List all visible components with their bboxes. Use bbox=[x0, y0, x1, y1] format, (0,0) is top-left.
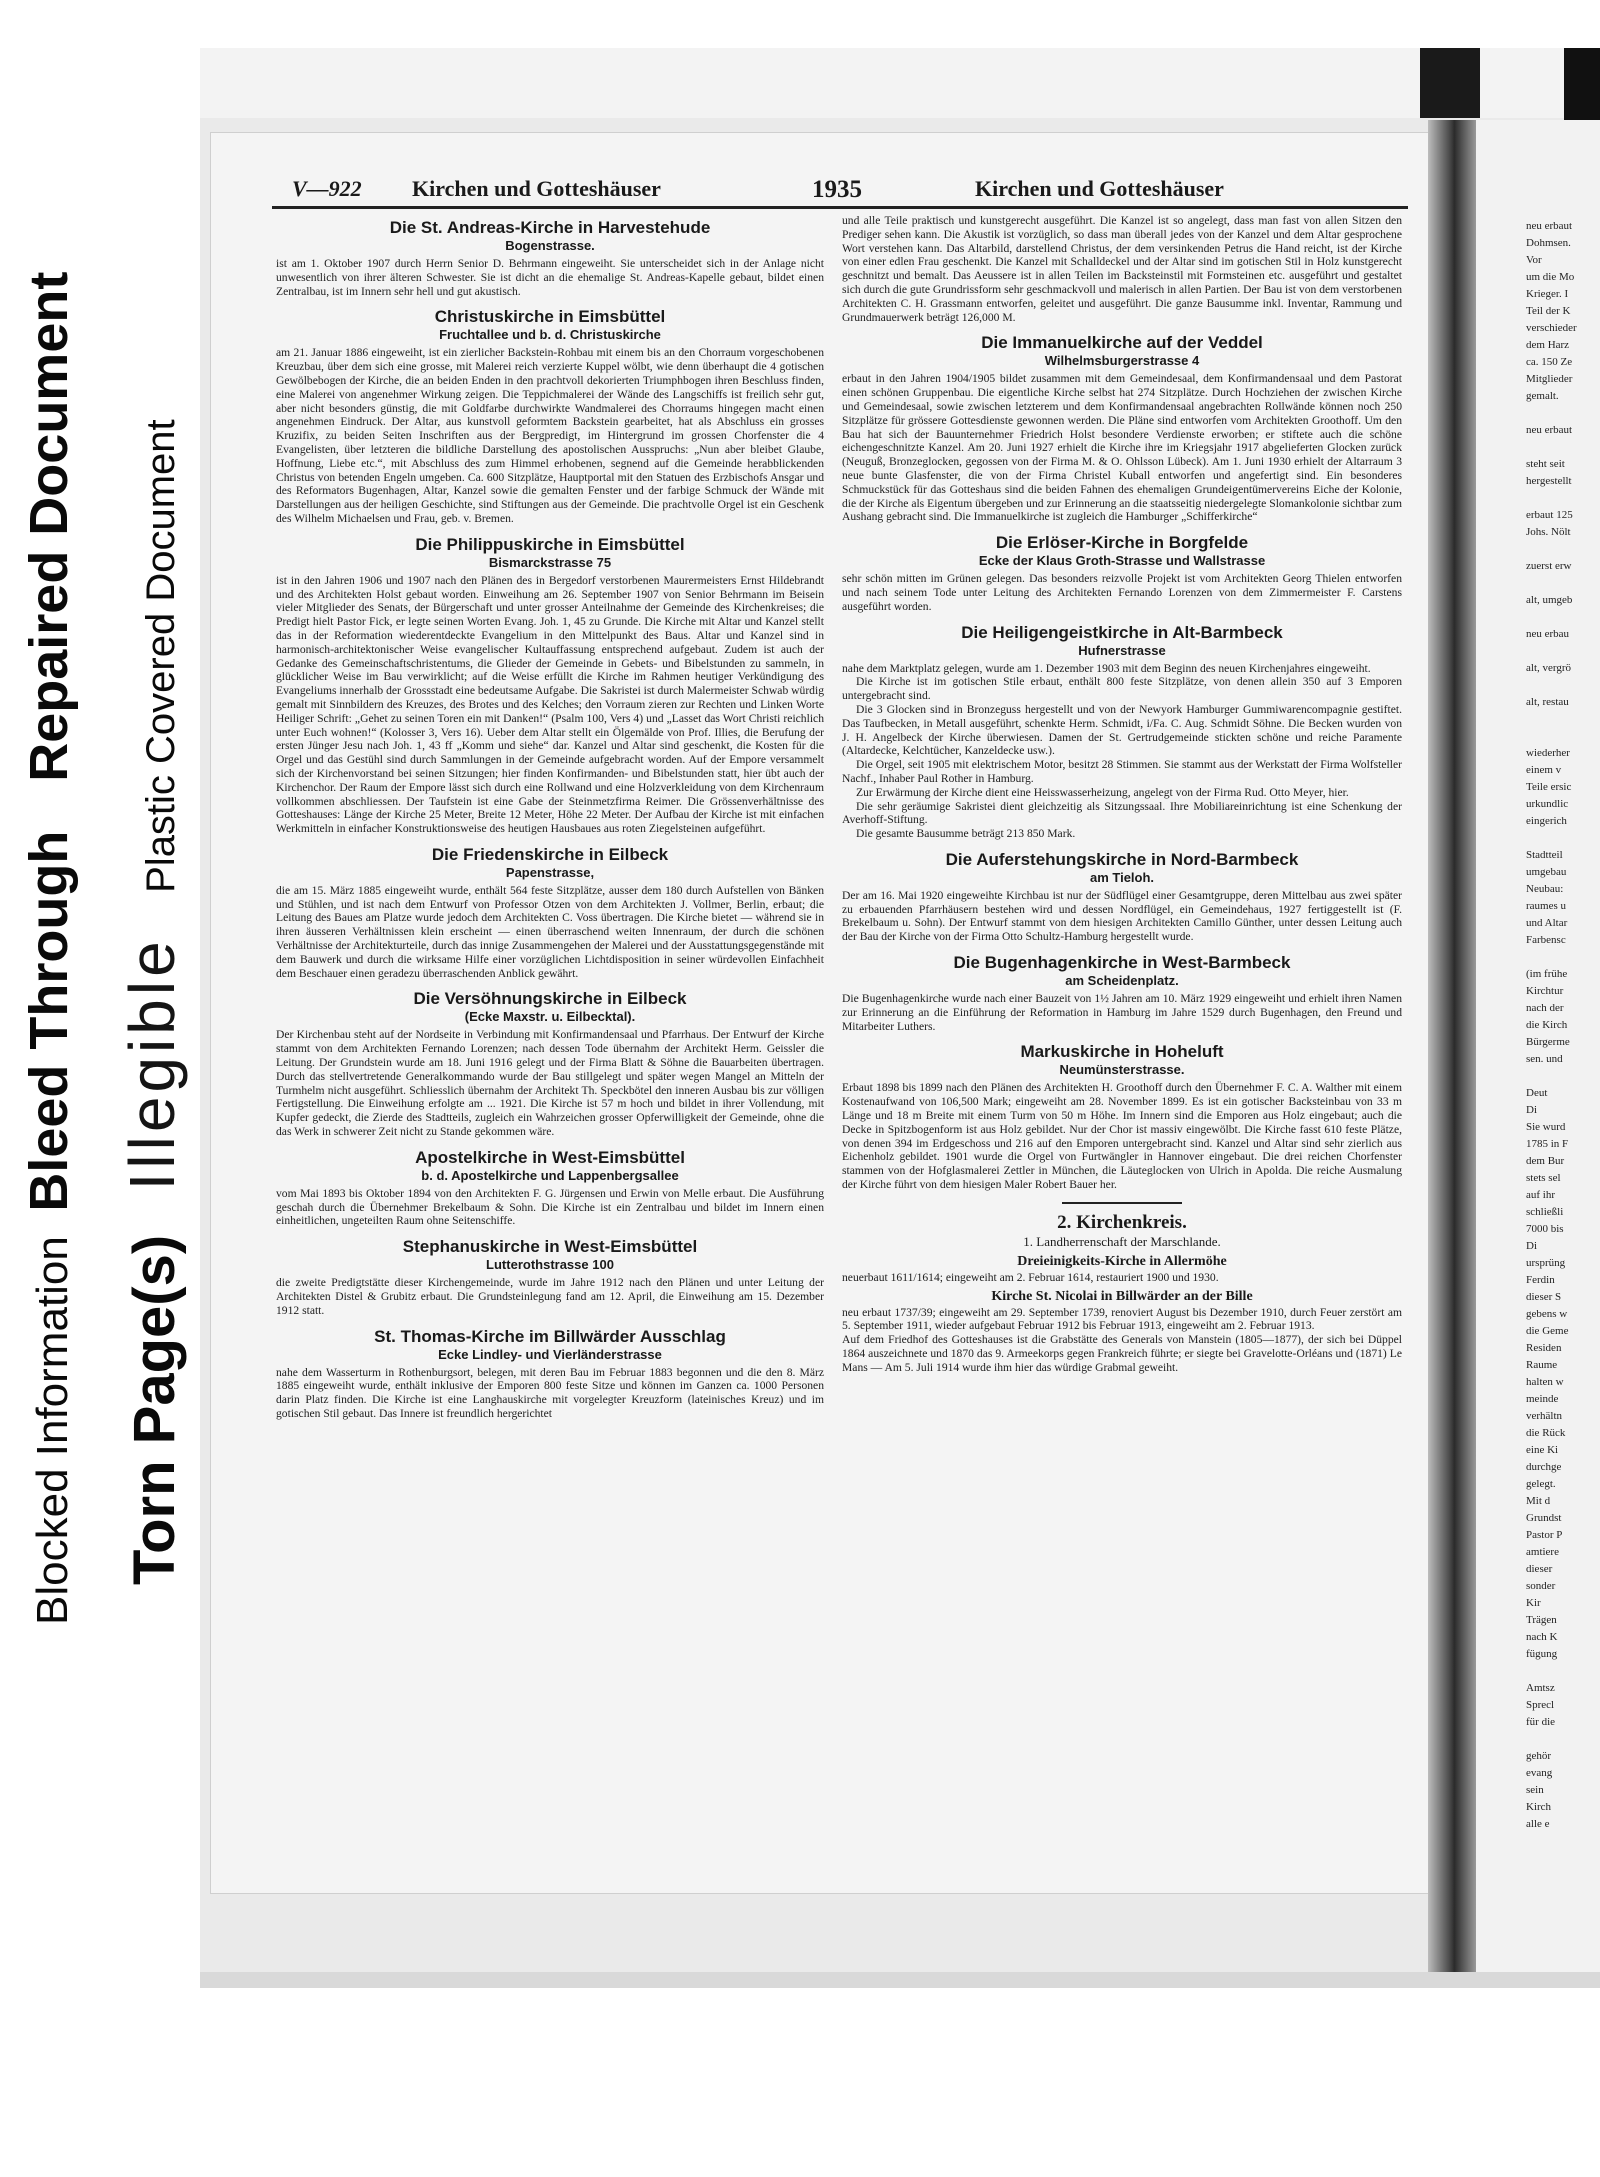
entry-text: neu erbaut 1737/39; eingeweiht am 29. September 1739, renoviert August bis Dezember 1910, durch Feuer zerstört am 5. September 1911, wieder aufgebaut Februar 1912 bis Februar 1913, eingeweiht am 2. Februar 1913. bbox=[842, 1305, 1402, 1333]
article-subtitle: Ecke der Klaus Groth-Strasse und Wallstrasse bbox=[978, 553, 1266, 569]
stamp-line-1 bbox=[18, 272, 80, 1625]
margin-fragment: für die bbox=[1526, 1716, 1556, 1728]
margin-fragment: meinde bbox=[1526, 1393, 1559, 1405]
margin-fragment: schließli bbox=[1526, 1206, 1564, 1218]
article-paragraph: nahe dem Wasserturm in Rothenburgsort, belegen, mit deren Bau im Februar 1883 begonnen und die den 8. März 1885 eingeweiht wurde, enthält inklusive der Emporen 800 feste Sitze und können im Ganzen ca. 1000 Personen darin Platz finden. Die Kirche ist eine Langhauskirche mit vorgelegter Kreuzform (lateinisches Kreuz) und im gotischen Stil gebaut. Das Innere ist freundlich hergerichtet bbox=[276, 1365, 824, 1421]
margin-fragment bbox=[1526, 611, 1600, 624]
margin-fragment: verhältn bbox=[1526, 1410, 1563, 1422]
article-body bbox=[842, 372, 1402, 524]
article bbox=[842, 214, 1402, 324]
header-rule bbox=[272, 206, 1408, 209]
margin-fragment bbox=[1526, 492, 1600, 505]
margin-fragment bbox=[1526, 1070, 1600, 1083]
article-title: Die Philippuskirche in Eimsbüttel bbox=[415, 534, 685, 554]
stamp-illegible: Illegible bbox=[116, 937, 188, 1191]
margin-fragment bbox=[1526, 730, 1600, 743]
margin-fragment: Pastor P bbox=[1526, 1529, 1563, 1541]
margin-fragment: Farbensc bbox=[1526, 934, 1566, 946]
article-paragraph: erbaut in den Jahren 1904/1905 bildet zusammen mit dem Gemeindesaal, dem Konfirmandensaal und dem Pastorat einen schönen Gruppenbau. Die eigentliche Kirche selbst hat 274 Sitzplätze. Durch Hochziehen der zwischen Kirche und Gemeindesaal, sowie zwischen letzterem und dem Konfirmandensaal angebrachten Rollwände können noch 250 Sitzplätze für grössere Gottesdienste gewonnen werden. Die Pläne sind entworfen vom Architekten Groothoff. Um den Bau hat sich der Bauunternehmer Friedrich Holst besondere Verdienste erworben; er stiftete auch die schöne eichengeschnitzte Kanzel. Am 20. Juni 1927 erhielt die Kirche ihre im Kriegsjahr 1917 abgelieferten Glocken zurück (Neuguß, Bronzeglocken, gegossen von der Firma M. & O. Ohlsson Lübeck). Am 1. Juni 1930 erhielt der Altarraum 3 neue bunte Glasfenster, die von der Firma Christel Kuball entworfen und angefertigt sind. Ein besonderes Schmuckstück für das Gotteshaus sind die beiden Fahnen des ehemaligen Grundeigentümervereins Eiche der Kolonie, die der Kirche als Eigentum übergeben und zur Erinnerung an die staatsseitig niedergelegte Slomankolonie sichtbar zum Aushang gebracht sind. Die Immanuelkirche ist zugleich die Hamburger „Schifferkirche“ bbox=[842, 372, 1402, 524]
article-paragraph: Zur Erwärmung der Kirche dient eine Heisswasserheizung, angelegt von der Firma Rud. Otto Meyer, hier. bbox=[856, 785, 1349, 799]
margin-fragment bbox=[1526, 441, 1600, 454]
margin-fragment: Trägen bbox=[1526, 1614, 1557, 1626]
running-title-left: Kirchen und Gotteshäuser bbox=[412, 176, 661, 201]
margin-fragment bbox=[1526, 407, 1600, 420]
margin-fragment: Teile ersic bbox=[1526, 781, 1572, 793]
running-title-right: Kirchen und Gotteshäuser bbox=[975, 176, 1224, 201]
article bbox=[276, 1327, 824, 1421]
margin-fragment bbox=[1526, 713, 1600, 726]
article-body bbox=[842, 572, 1402, 613]
article bbox=[276, 1237, 824, 1317]
margin-fragment: sen. und bbox=[1526, 1053, 1563, 1065]
margin-fragment: Deut bbox=[1526, 1087, 1548, 1099]
article bbox=[276, 845, 824, 981]
margin-fragment: dem Harz bbox=[1526, 339, 1570, 351]
margin-fragment: sein bbox=[1526, 1784, 1544, 1796]
article-subtitle: Papenstrasse, bbox=[505, 864, 595, 880]
stamp-repaired-document: Repaired Document bbox=[19, 271, 79, 782]
article-title: Die Friedenskirche in Eilbeck bbox=[431, 844, 669, 864]
article-subtitle: Hufnerstrasse bbox=[1078, 642, 1166, 658]
margin-fragment: Kir bbox=[1526, 1597, 1541, 1609]
article-title: Die Auferstehungskirche in Nord-Barmbeck bbox=[945, 849, 1299, 869]
article-paragraph: Die sehr geräumige Sakristei dient gleichzeitig als Sitzungssaal. Ihre Mobiliareinrichtung ist eine Schenkung der Averhoff-Stiftung. bbox=[842, 799, 1402, 827]
article bbox=[842, 533, 1402, 613]
year-heading: 1935 bbox=[812, 176, 862, 203]
margin-fragment: einem v bbox=[1526, 764, 1562, 776]
article-body bbox=[276, 884, 824, 981]
margin-fragment: amtiere bbox=[1526, 1546, 1559, 1558]
article-body bbox=[276, 1366, 824, 1421]
margin-fragment: wiederher bbox=[1526, 747, 1570, 759]
scan-corner-shadow bbox=[1420, 48, 1480, 118]
margin-fragment: neu erbaut bbox=[1526, 424, 1573, 436]
margin-fragment: dem Bur bbox=[1526, 1155, 1565, 1167]
margin-fragment: eine Ki bbox=[1526, 1444, 1559, 1456]
margin-fragment: und Altar bbox=[1526, 917, 1568, 929]
article-title: Die Bugenhagenkirche in West-Barmbeck bbox=[953, 953, 1291, 973]
article-title: Die St. Andreas-Kirche in Harvestehude bbox=[389, 218, 711, 237]
article-title: Die Immanuelkirche auf der Veddel bbox=[981, 333, 1263, 353]
article bbox=[276, 1148, 824, 1228]
right-margin-fragments bbox=[1526, 220, 1600, 1940]
stamp-plastic-covered: Plastic Covered Document bbox=[139, 419, 183, 893]
article-title: Apostelkirche in West-Eimsbüttel bbox=[415, 1147, 685, 1167]
article-subtitle: Neumünsterstrasse. bbox=[1059, 1062, 1185, 1078]
margin-fragment bbox=[1526, 543, 1600, 556]
margin-fragment bbox=[1526, 832, 1600, 845]
margin-fragment: gebens w bbox=[1526, 1308, 1568, 1320]
margin-fragment: Mit d bbox=[1526, 1495, 1551, 1507]
entry-text bbox=[842, 1333, 1402, 1374]
article-subtitle: Lutterothstrasse 100 bbox=[486, 1257, 614, 1273]
article bbox=[276, 535, 824, 836]
article-paragraph: Die gesamte Bausumme beträgt 213 850 Mark. bbox=[856, 827, 1076, 841]
stamp-bleed-through: Bleed Through bbox=[19, 830, 79, 1212]
margin-fragment: nach der bbox=[1526, 1002, 1564, 1014]
margin-fragment: Sprecl bbox=[1526, 1699, 1555, 1711]
margin-fragment: ursprüng bbox=[1526, 1257, 1566, 1269]
article-body bbox=[276, 1276, 824, 1317]
margin-fragment: zuerst erw bbox=[1526, 560, 1572, 572]
margin-fragment: 7000 bis bbox=[1526, 1223, 1564, 1235]
margin-fragment: erbaut 125 bbox=[1526, 509, 1573, 521]
article-paragraph: am 21. Januar 1886 eingeweiht, ist ein zierlicher Backstein-Rohbau mit einem bis an den Chorraum vorgeschobenen Kreuzbau, über dem sich eine grosse, mit Malerei reich verzierte Kuppel wölbt, wie denn überhaupt die 4 gotischen Gewölbebogen der Kirche, die an beiden Enden in den prachtvoll dekorierten Triumphbogen ihren Beschluss finden, eine Malerei von angenehmer Wirkung zeigen. Die Teppichmalerei der Wände des Langschiffs ist freilich sehr gut, aber nicht besonders günstig, die mit Goldfarbe durchwirkte Wandmalerei des Chorraums hingegen macht einen angenehmen Eindruck. Der Altar, aus kunstvoll geformtem Backstein gearbeitet, hat als Abschluss ein grosses Kruzifix, zu beiden Seiten Inschriften aus der Bergpredigt, im Hintergrund im grossen Chorfenster die 4 Evangelisten, über letzteren die bildliche Darstellung des apostolischen Ausspruchs: „Nun aber bleibet Glaube, Hoffnung, Liebe etc.“, mit Abschluss des zum Himmel erhobenen, segnend auf die Gemeinde herabblickenden Christus von betenden Engeln umgeben. Ca. 600 Sitzplätze, Hauptportal mit den Statuen des Erzbischofs Ansgar und des Reformators Bugenhagen, Altar, Kanzel sowie die gemalten Fenster und der farbige Schmuck der Wände mit Darstellungen aus der heiligen Geschichte, sind Stiftungen aus der Gemeinde. Die prachtvolle Orgel ist ein Geschenk des Wilhelm Michaelsen und Frau, geb. v. Bremen. bbox=[276, 346, 824, 525]
article-body bbox=[842, 1081, 1402, 1191]
margin-fragment: hergestellt bbox=[1526, 475, 1572, 487]
margin-fragment: Amtsz bbox=[1526, 1682, 1555, 1694]
margin-fragment: Dohmsen. bbox=[1526, 237, 1571, 249]
margin-fragment: um die Mo bbox=[1526, 271, 1575, 283]
margin-fragment bbox=[1526, 679, 1600, 692]
scan-bottom-strip bbox=[200, 1972, 1600, 1988]
margin-fragment: dieser S bbox=[1526, 1291, 1562, 1303]
entry-title: Dreieinigkeits-Kirche in Allermöhe bbox=[1017, 1253, 1227, 1269]
margin-fragment: Sie wurd bbox=[1526, 1121, 1566, 1133]
entry-paragraph: Auf dem Friedhof des Gotteshauses ist die Grabstätte des Generals von Manstein (1805—1877), der sich bei Düppel 1864 auszeichnete und 1870 das 9. Armeekorps gegen Frankreich führte; er siegte bei Gravelotte-Orléans und (1871) Le Mans — Am 5. Juli 1914 wurde ihm hier das würdige Grabmal geweiht. bbox=[842, 1333, 1402, 1374]
article-body bbox=[276, 346, 824, 525]
margin-fragment: Stadtteil bbox=[1526, 849, 1563, 861]
margin-fragment: Krieger. I bbox=[1526, 288, 1569, 300]
article-title: Die Heiligengeistkirche in Alt-Barmbeck bbox=[961, 622, 1283, 642]
margin-fragment bbox=[1526, 645, 1600, 658]
margin-fragment: alt, umgeb bbox=[1526, 594, 1573, 606]
margin-fragment: (im frühe bbox=[1526, 968, 1568, 980]
margin-fragment: die Kirch bbox=[1526, 1019, 1568, 1031]
margin-fragment: fügung bbox=[1526, 1648, 1558, 1660]
margin-fragment: Teil der K bbox=[1526, 305, 1571, 317]
article-title: Markuskirche in Hoheluft bbox=[1020, 1042, 1224, 1062]
margin-fragment: Di bbox=[1526, 1240, 1537, 1252]
margin-fragment: Bürgerme bbox=[1526, 1036, 1570, 1048]
middle-column bbox=[842, 214, 1402, 1874]
margin-fragment: ca. 150 Ze bbox=[1526, 356, 1573, 368]
article bbox=[276, 218, 824, 298]
entry-title: Kirche St. Nicolai in Billwärder an der Bille bbox=[991, 1288, 1253, 1304]
article-title: Christuskirche in Eimsbüttel bbox=[434, 307, 666, 327]
article-paragraph: die zweite Predigtstätte dieser Kirchengemeinde, wurde im Jahre 1912 nach den Plänen und unter Leitung der Architekten Distel & Grubitz erbaut. Die Grundsteinlegung fand am 12. April, die Einweihung am 15. Dezember 1912 statt. bbox=[276, 1276, 824, 1317]
article-body bbox=[276, 257, 824, 298]
section-title: 2. Kirchenkreis. bbox=[1057, 1211, 1187, 1233]
article bbox=[276, 307, 824, 525]
article-paragraph: nahe dem Marktplatz gelegen, wurde am 1. Dezember 1903 mit dem Beginn des neuen Kirchenjahres eingeweiht. bbox=[842, 661, 1371, 675]
article-subtitle: b. d. Apostelkirche und Lappenbergsallee bbox=[421, 1167, 679, 1183]
article-paragraph: Die Bugenhagenkirche wurde nach einer Bauzeit von 1½ Jahren am 10. März 1929 eingeweiht und erhielt ihren Namen zur Erinnerung an die Einführung der Reformation in Hamburg im Jahre 1529 durch Bugenhagen, den Freund und Mitarbeiter Luthers. bbox=[842, 992, 1402, 1033]
margin-fragment: urkundlic bbox=[1526, 798, 1569, 810]
margin-fragment: 1785 in F bbox=[1526, 1138, 1569, 1150]
article-paragraph: vom Mai 1893 bis Oktober 1894 von den Architekten F. G. Jürgensen und Erwin von Melle erbaut. Die Ausführung geschah durch die Übernehmer Brekelbaum & Sohn. Die Kirche ist ein Zentralbau und bildet im Innern einen einheitlichen, ungeteilten Raum ohne Seitenschiffe. bbox=[276, 1186, 824, 1228]
margin-fragment: halten w bbox=[1526, 1376, 1564, 1388]
article-title: Die Versöhnungskirche in Eilbeck bbox=[413, 989, 687, 1009]
margin-fragment: neu erbau bbox=[1526, 628, 1570, 640]
article-title: Stephanuskirche in West-Eimsbüttel bbox=[402, 1237, 698, 1257]
margin-fragment bbox=[1526, 577, 1600, 590]
article-subtitle: (Ecke Maxstr. u. Eilbecktal). bbox=[464, 1009, 636, 1025]
margin-fragment: Residen bbox=[1526, 1342, 1562, 1354]
article-body bbox=[276, 1187, 824, 1228]
scan-top-band bbox=[200, 48, 1600, 118]
section-rule bbox=[1062, 1202, 1182, 1204]
article bbox=[842, 333, 1402, 524]
article-subtitle: Bismarckstrasse 75 bbox=[488, 554, 612, 570]
margin-fragment: gelegt. bbox=[1526, 1478, 1556, 1490]
stamp-blocked-information: Blocked Information bbox=[28, 1236, 77, 1625]
article-subtitle: Wilhelmsburgerstrasse 4 bbox=[1044, 353, 1200, 369]
article bbox=[842, 1042, 1402, 1191]
article-body bbox=[276, 1028, 824, 1138]
page-number: V—922 bbox=[292, 176, 362, 201]
margin-fragment: die Geme bbox=[1526, 1325, 1569, 1337]
margin-fragment: Kirch bbox=[1526, 1801, 1552, 1813]
article-title: St. Thomas-Kirche im Billwärder Ausschlag bbox=[374, 1326, 726, 1346]
article-paragraph: Erbaut 1898 bis 1899 nach den Plänen des Architekten H. Groothoff durch den Übernehmer F. C. A. Walther mit einem Kostenaufwand von 106,500 Mark; eingeweiht am 28. November 1899. Es ist ein gotischer Backsteinbau von 33 m Länge und 18 m Breite mit einem Turm von 50 m Höhe. Im Innern sind die Emporen aus Holz eingebaut; auch die Decke in Spitzbogenform ist aus Holz gebildet. Nur der Chor ist massiv eingewölbt. Die Kirche fasst 610 feste Plätze, von denen 394 im Erdgeschoss und 216 auf den Emporen untergebracht sind. Kanzel und Altar sind sehr zierlich aus Eichenholz gebildet. 1901 wurde die Orgel von Furtwängler in Hannover eingebaut. Die drei reichen Chorfenster stammen von der Hofglasmalerei Zettler in München, die Läuteglocken von Ulrich in Apolda. Die reiche Ausmalung der Kirche führt von dem hiesigen Maler Robert Bauer her. bbox=[842, 1081, 1402, 1192]
article-paragraph: ist am 1. Oktober 1907 durch Herrn Senior D. Behrmann eingeweiht. Sie unterscheidet sich in der Anlage nicht unwesentlich von ihrer älteren Schwester. Sie ist dicht an die ehemalige St. Andreas-Kapelle gebaut, bildet einen Zentralbau, ist im Innern sehr hell und gut akustisch. bbox=[276, 257, 824, 298]
margin-fragment: Grundst bbox=[1526, 1512, 1562, 1524]
margin-fragment: umgebau bbox=[1526, 866, 1567, 878]
margin-fragment: Raume bbox=[1526, 1359, 1558, 1371]
margin-fragment bbox=[1526, 951, 1600, 964]
margin-fragment: neu erbaut bbox=[1526, 220, 1573, 232]
section-subtitle: 1. Landherrenschaft der Marschlande. bbox=[1023, 1233, 1221, 1249]
margin-fragment: Mitglieder bbox=[1526, 373, 1573, 385]
left-column bbox=[276, 214, 824, 1874]
margin-fragment: alt, vergrö bbox=[1526, 662, 1572, 674]
entry-text: neuerbaut 1611/1614; eingeweiht am 2. Februar 1614, restauriert 1900 und 1930. bbox=[842, 1270, 1219, 1284]
article-title: Die Erlöser-Kirche in Borgfelde bbox=[995, 533, 1249, 553]
article-paragraph: Der am 16. Mai 1920 eingeweihte Kirchbau ist nur der Südflügel einer Gesamtgruppe, deren Mittelbau aus zwei später zu erbauenden Pfarrhäusern bestehen wird und dessen Nordflügel, ein Gemeindehaus, 1927 fertiggestellt ist (F. Brekelbaum u. Sohn). Der Entwurf stammt von dem hiesigen Architekten Camillo Günther, unter dessen Leitung auch der Bau der Kirche von der Firma Otto Schultz-Hamburg hergestellt wurde. bbox=[842, 888, 1402, 944]
margin-fragment: Johs. Nölt bbox=[1526, 526, 1571, 538]
article-paragraph: Die Kirche ist im gotischen Stile erbaut, enthält 800 feste Sitzplätze, von denen allein 350 auf 3 Emporen untergebracht sind. bbox=[842, 675, 1402, 703]
margin-fragment: steht seit bbox=[1526, 458, 1565, 470]
article-paragraph: Der Kirchenbau steht auf der Nordseite in Verbindung mit Konfirmandensaal und Pfarrhaus. Der Entwurf der Kirche stammt von dem Architekten Fernando Lorenzen; nach dessen Tode übernahm der Architekt Herm. Geissler die Leitung. Der Grundstein wurde am 18. Juni 1916 gelegt und der Firma Blatt & Söhne die Bauarbeiten übertragen. Durch das stellvertretende Generalkommando wurde der Bau stillgelegt und später wegen Mangel an Mitteln der Turmhelm nicht ausgeführt. Schliesslich übernahm der Architekt Th. Speckbötel den inneren Ausbau bis zur völligen Fertigstellung. Die Einweihung erfolgte am ... 1921. Die Kirche ist 57 m hoch und bildet in ihrer Vollendung, mit Kupfer gedeckt, die Zierde des Stadtteils, zugleich ein Wahrzeichen grosser Opferwilligkeit der Gemeinde, ohne die das Werk in schwerer Zeit nicht zu Stande gekommen wäre. bbox=[276, 1028, 824, 1139]
article bbox=[842, 953, 1402, 1033]
article-paragraph: Die Orgel, seit 1905 mit elektrischem Motor, besitzt 28 Stimmen. Sie stammt aus der Werkstatt der Firma Wolfsteller Nachf., Inhaber Paul Rother in Hamburg. bbox=[842, 758, 1402, 785]
margin-fragment: verschieder bbox=[1526, 322, 1577, 334]
article-subtitle: am Scheidenplatz. bbox=[1065, 973, 1179, 989]
article-paragraph: die am 15. März 1885 eingeweiht wurde, enthält 564 feste Sitzplätze, ausser dem 180 durch Aufstellen von Bänken und Stühlen, und ist nach dem Entwurf von Professor Otzen von dem Architekten J. Vollmer, Berlin, erbaut; die Leitung des Baues am Platze wurde jedoch dem Architekten C. Voss übertragen. Die Kirche bietet — während sie in ihren äusseren Verhältnissen klein erscheint — einen überraschend weiten Innenraum, der durch die schönen Verhältnisse der Architekturteile, durch das innige Zusammengehen der Malerei und der Ausstattungsgegenstände mit dem Bauwerk und durch die wirksame Hilfe einer vorzüglichen Lichtdisposition in seiner würdevollen Einfachheit dem Beschauer einen geradezu überraschenden Anblick gewährt. bbox=[276, 883, 824, 980]
margin-fragment: gemalt. bbox=[1526, 390, 1559, 402]
margin-fragment: nach K bbox=[1526, 1631, 1558, 1643]
margin-fragment: Neubau: bbox=[1526, 883, 1564, 895]
article-subtitle: Ecke Lindley- und Vierländerstrasse bbox=[438, 1346, 662, 1362]
article bbox=[842, 623, 1402, 841]
margin-fragment: sonder bbox=[1526, 1580, 1556, 1592]
article-paragraph: und alle Teile praktisch und kunstgerecht ausgeführt. Die Kanzel ist so angelegt, dass man fast von allen Sitzen den Prediger sehen kann. Die Akustik ist vorzüglich, so dass man überall jedes von der Kanzel und dem Altar gesprochene Wort verstehen kann. Das Altarbild, darstellend Christus, der dem versinkenden Petrus die Hand reicht, ist der Kirche von einer edlen Frau geschenkt. Die Kanzel mit Schalldeckel und der Altar sind im gotischen Stil in Holz kunstgerecht geschnitzt und bemalt. Das Aeussere ist in allen Teilen im Backsteinstil mit Formsteinen etc. ausgeführt und gestaltet sich durch die gute Grundrissform sehr geschmackvoll und malerisch in allen Partien. Der Bau ist von dem verstorbenen Architekten C. H. Grassmann entworfen, geleitet und ausgeführt. Die ganze Bausumme inkl. Inventar, Rammung und Grundmauerwerk beträgt 126,000 M. bbox=[842, 214, 1402, 324]
article-subtitle: Bogenstrasse. bbox=[505, 238, 595, 253]
margin-fragment: die Rück bbox=[1526, 1427, 1566, 1439]
margin-fragment: stets sel bbox=[1526, 1172, 1561, 1184]
margin-fragment bbox=[1526, 1665, 1600, 1678]
margin-fragment bbox=[1526, 1733, 1600, 1746]
margin-fragment: eingerich bbox=[1526, 815, 1567, 827]
margin-fragment: gehör bbox=[1526, 1750, 1552, 1762]
article-body bbox=[842, 662, 1402, 841]
margin-fragment: evang bbox=[1526, 1767, 1553, 1779]
margin-fragment: durchge bbox=[1526, 1461, 1562, 1473]
margin-fragment: Kirchtur bbox=[1526, 985, 1564, 997]
article-paragraph: ist in den Jahren 1906 und 1907 nach den Plänen des in Bergedorf verstorbenen Maurermeisters Ernst Hildebrandt und des Architekten Holst gebaut worden. Einweihung am 26. September 1907 von Senior Behrmann im Beisein vieler Mitglieder des Senats, der Bürgerschaft und unter grosser Anteilnahme der Gemeinde des Kirchenkreises; die Predigt hielt Pastor Fick, er legte seinen Worten Evang. Joh. 1, 45 zu Grunde. Die Kirche mit Altar und Kanzel stellt das in der Reformation wiederentdeckte Evangelium in den Mittelpunkt des Baus. Altar und Kanzel sind in harmonisch-architektonischer Weise evangelischer Kultauffassung entsprechend aufgebaut. Zudem ist auch der Gedanke des Gemeinschaftschristentums, die Glieder der Gemeinde in Gebets- und Bibelstunden zu sammeln, in glücklicher Weise im Bau verwirklicht; auf die Weise erfüllt die Kirche im Rahmen heutiger Verkündigung des Evangeliums innerhalb der Grossstadt eine bedeutsame Aufgabe. Die Sakristei ist durch Malermeister Schwab würdig gemalt mit Sinnbildern des Kreuzes, des Brotes und des Kelches; den Vorraum zieren zur Rechten und Linken Worte Heiliger Schrift: „Gehet zu seinen Toren ein mit Danken!“ (Psalm 100, Vers 4) und „Lasset das Wort Christi reichlich unter Euch wohnen!“ (Kolosser 3, Vers 16). Ueber dem Altar stellt ein Ölgemälde von Prof. Illies, die Berufung der ersten Jünger Jesu nach Joh. 1, 43 ff „Komm und siehe“ dar. Kanzel und Altar sind geschenkt, die Kosten für die Orgel und das Gestühl sind durch Sammlungen in der Gemeinde aufgebracht worden. Auf der Empore versammelt sich der Kirchenvorstand bei seinen Sitzungen; hier finden Konfirmanden- und Bibelstunden statt, hier übt auch der Kirchenchor. Der Raum der Empore lässt sich durch eine Rollwand und eine Holzverkleidung von dem Kirchenraum vollkommen abschliessen. Der Taufstein ist eine Gabe der Steinmetzfirma Reimer. Die Grössenverhältnisse des Gotteshauses: Länge der Kirche 25 Meter, Breite 12 Meter, Höhe 22 Meter. Der Aufbau der Kirche ist mit einfachen Werkmitteln in einfacher Konstruktionsweise des heutigen Hausbaues aus roten Ziegelsteinen aufgeführt. bbox=[276, 573, 824, 836]
article-body bbox=[842, 214, 1402, 324]
margin-fragment: Ferdin bbox=[1526, 1274, 1555, 1286]
margin-fragment: auf ihr bbox=[1526, 1189, 1556, 1201]
margin-fragment: Vor bbox=[1526, 254, 1542, 266]
book-gutter bbox=[1428, 120, 1476, 1980]
stamp-line-2 bbox=[115, 419, 189, 1585]
margin-fragment: Di bbox=[1526, 1104, 1537, 1116]
stamp-torn-pages: Torn Page(s) bbox=[122, 1234, 187, 1585]
middle-articles bbox=[842, 214, 1402, 1192]
article-body bbox=[842, 889, 1402, 944]
margin-fragment: dieser bbox=[1526, 1563, 1553, 1575]
article bbox=[842, 850, 1402, 944]
margin-fragment: raumes u bbox=[1526, 900, 1567, 912]
article-paragraph: Die 3 Glocken sind in Bronzeguss hergestellt und von der Newyork Hamburger Gummiwarencompagnie gestiftet. Das Taufbecken, in Metall ausgeführt, schenkte Herm. Schmidt, i/Fa. C. Aug. Schmidt Söhne. Die Becken wurden von J. H. Angelbeck der Kirche überwiesen. Damen der St. Gertrudgemeinde stickten schöne und reiche Paramente (Altardecke, Kelchtücher, Kanzeldecke usw.). bbox=[842, 702, 1402, 758]
margin-fragment: alt, restau bbox=[1526, 696, 1569, 708]
article-paragraph: sehr schön mitten im Grünen gelegen. Das besonders reizvolle Projekt ist vom Architekten Georg Thielen entworfen und nach seinem Tode unter Leitung des Architekten Fernando Lorenzen von dem Zimmermeister F. Carstens ausgeführt worden. bbox=[842, 572, 1402, 613]
article bbox=[276, 989, 824, 1138]
article-body bbox=[842, 992, 1402, 1033]
article-subtitle: Fruchtallee und b. d. Christuskirche bbox=[439, 327, 661, 343]
margin-fragment: alle e bbox=[1526, 1818, 1550, 1830]
article-body bbox=[276, 574, 824, 836]
article-subtitle: am Tieloh. bbox=[1089, 869, 1155, 885]
